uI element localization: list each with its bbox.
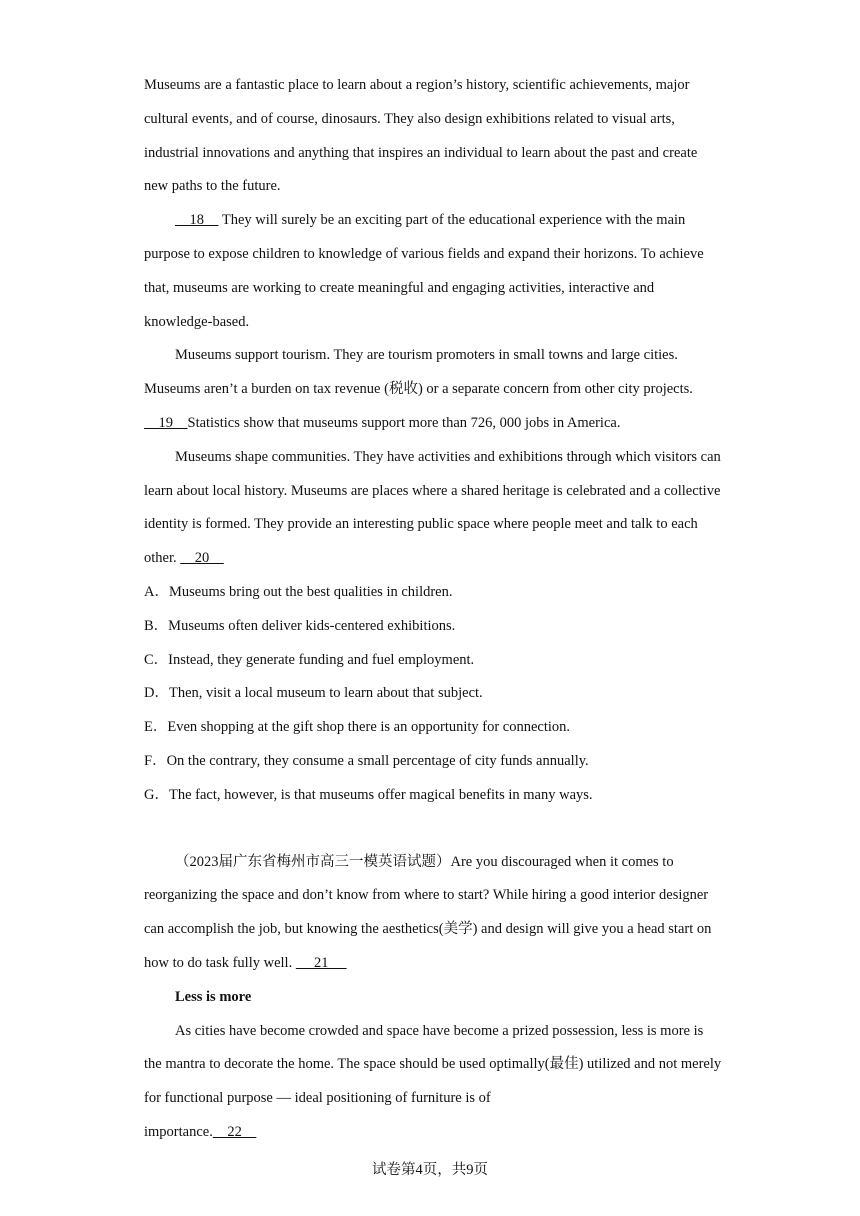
- paragraph-text: Statistics show that museums support more than 726, 000 jobs in America.: [187, 414, 621, 431]
- paragraph-text: importance.: [144, 1123, 213, 1140]
- paragraph-text: （2023届广东省梅州市高三一模英语试题）Are you discouraged when it comes to reorganizing the space and don’t know from where to start? While hiring a good interior designer can accomplish the job, but knowing the aesthetics(美学) and design will give you a head start on how to do task fully well.: [144, 853, 712, 971]
- paragraph-blank-22: [144, 1116, 724, 1150]
- option-a: A．Museums bring out the best qualities in children.: [144, 583, 453, 600]
- option-b: B．Museums often deliver kids-centered exhibitions.: [144, 617, 456, 634]
- paragraph-blank-19: [144, 407, 724, 441]
- paragraph-interior-intro: [144, 846, 724, 981]
- blank-21: 21: [295, 954, 347, 971]
- option-c: C．Instead, they generate funding and fuel employment.: [144, 651, 475, 668]
- blank-18: 18: [175, 212, 219, 229]
- document-body: [144, 69, 724, 1150]
- option-e: E．Even shopping at the gift shop there is an opportunity for connection.: [144, 719, 571, 736]
- blank-19: 19: [144, 414, 188, 431]
- option-f: F．On the contrary, they consume a small percentage of city funds annually.: [144, 752, 589, 769]
- option-g: G．The fact, however, is that museums offer magical benefits in many ways.: [144, 786, 593, 803]
- option-d: D．Then, visit a local museum to learn about that subject.: [144, 685, 483, 702]
- paragraph-less-is-more: As cities have become crowded and space have become a prized possession, less is more is the mantra to decorate the home. The space should be used optimally(最佳) utilized and not merely for functional purpose — ideal positioning of furniture is of: [144, 1022, 722, 1107]
- paragraph-museums-intro: Museums are a fantastic place to learn about a region’s history, scientific achievements, major cultural events, and of course, dinosaurs. They also design exhibitions related to visual arts, industrial innovations and anything that inspires an individual to learn about the past and create new paths to the future.: [144, 77, 698, 195]
- paragraph-text: They will surely be an exciting part of the educational experience with the main purpose to expose children to knowledge of various fields and expand their horizons. To achieve that, museums are working to create meaningful and engaging activities, interactive and knowledge-based.: [144, 212, 704, 330]
- paragraph-communities: [144, 441, 724, 576]
- paragraph-tourism: [144, 339, 724, 407]
- page-footer: 试卷第4页，共9页: [372, 1162, 488, 1178]
- section-heading: Less is more: [175, 988, 252, 1005]
- section-spacer: [144, 813, 724, 846]
- options-list: [144, 576, 724, 813]
- blank-20: 20: [180, 550, 224, 567]
- paragraph-text: Museums shape communities. They have activities and exhibitions through which visitors can learn about local history. Museums are places where a shared heritage is celebrated and a collective identity is formed. They provide an interesting public space where people meet and talk to each other.: [144, 448, 721, 567]
- paragraph-blank-18: [144, 204, 724, 339]
- blank-22: 22: [212, 1123, 257, 1140]
- paragraph-text: Museums support tourism. They are tourism promoters in small towns and large cities. Museums aren’t a burden on tax revenue (税收) or a separate concern from other city projects.: [144, 347, 693, 398]
